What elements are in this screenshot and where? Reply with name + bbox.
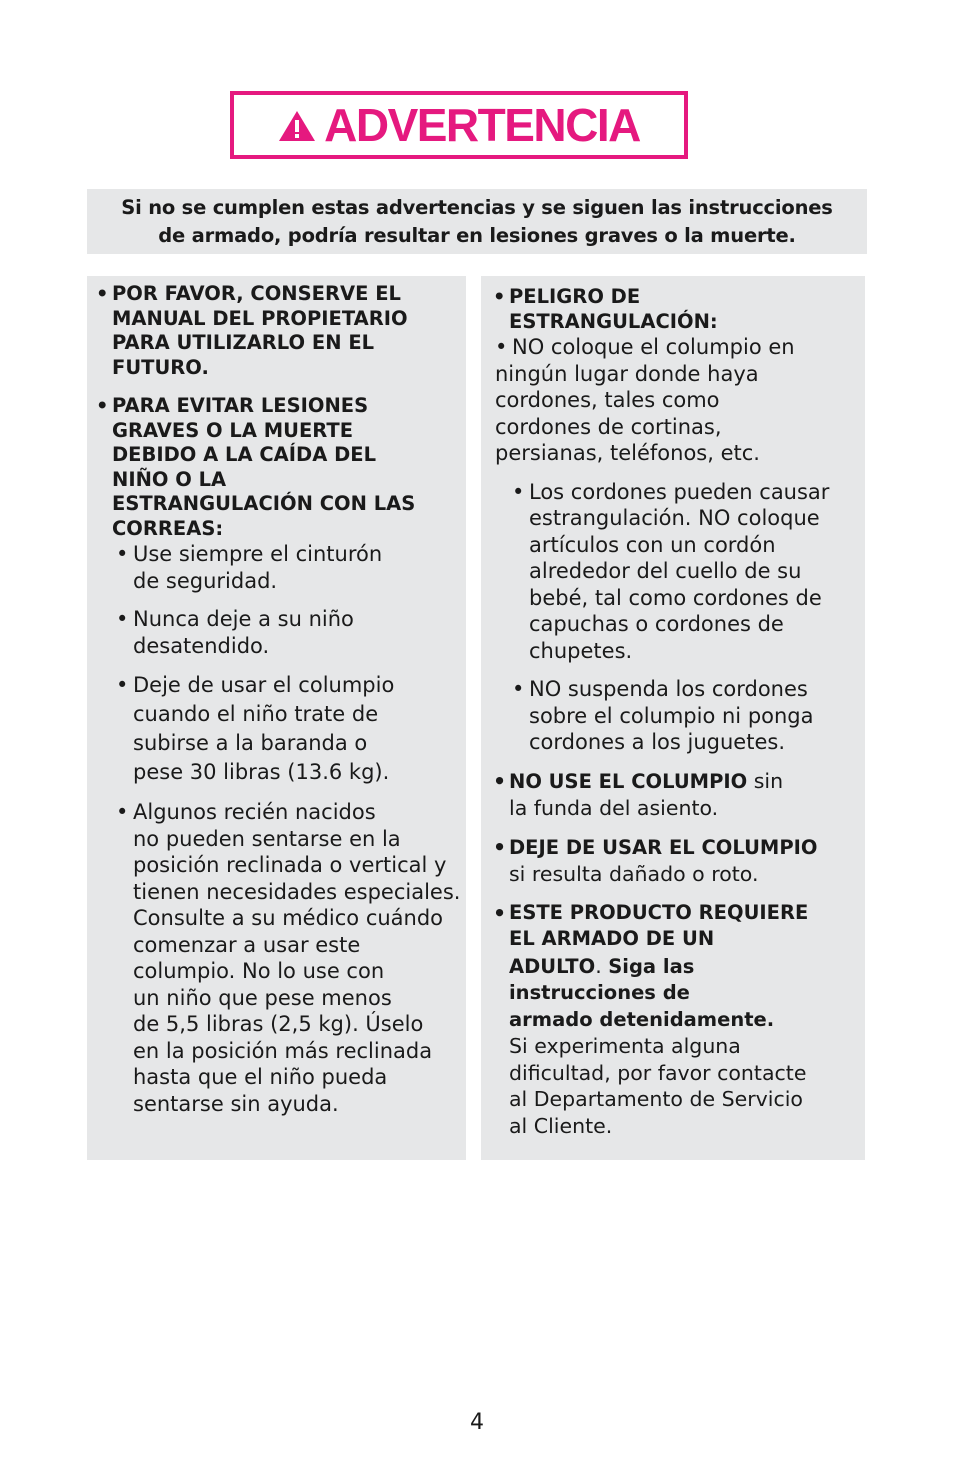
item-line: Los cordones pueden causar bbox=[529, 479, 830, 504]
item-line: GRAVES O LA MUERTE bbox=[112, 418, 354, 442]
item-line: columpio. No lo use con bbox=[133, 959, 385, 983]
bullet: • bbox=[495, 335, 508, 359]
item-line: posición reclinada o vertical y bbox=[133, 853, 447, 877]
item-line: CORREAS: bbox=[112, 516, 224, 540]
item-line: un niño que pese menos bbox=[133, 985, 392, 1010]
sub-item bbox=[512, 479, 865, 665]
item-line: si resulta dañado o roto. bbox=[509, 862, 759, 886]
intro-line: Si no se cumplen estas advertencias y se siguen las instrucciones bbox=[121, 196, 833, 219]
left-column bbox=[87, 276, 466, 1160]
item-line: EL ARMADO DE UN bbox=[509, 927, 715, 950]
item-line: cordones a los juguetes. bbox=[529, 730, 785, 754]
list-item bbox=[493, 834, 865, 888]
item-line: instrucciones de bbox=[509, 981, 690, 1004]
warning-triangle-icon bbox=[278, 109, 316, 143]
item-line: cuando el niño trate de bbox=[133, 702, 379, 726]
sub-item bbox=[495, 334, 865, 467]
item-line: de seguridad. bbox=[133, 568, 278, 593]
item-line: Nunca deje a su niño bbox=[133, 607, 354, 631]
item-line: alrededor del cuello de su bbox=[529, 559, 802, 583]
intro-line: de armado, podría resultar en lesiones graves o la muerte. bbox=[158, 224, 796, 247]
item-line: sentarse sin ayuda. bbox=[133, 1091, 339, 1116]
list-item bbox=[493, 768, 865, 822]
item-line: FUTURO. bbox=[112, 355, 209, 379]
item-line: sobre el columpio ni ponga bbox=[529, 703, 814, 728]
item-line: la funda del asiento. bbox=[509, 796, 719, 820]
emphasis: DEJE DE USAR EL COLUMPIO bbox=[509, 835, 818, 859]
item-line: capuchas o cordones de bbox=[529, 612, 784, 636]
sub-item bbox=[116, 606, 466, 659]
bullet: • bbox=[512, 479, 525, 504]
item-line: dificultad, por favor contacte bbox=[509, 1060, 807, 1085]
item-line: pese 30 libras (13.6 kg). bbox=[133, 760, 390, 784]
emphasis: Siga las bbox=[608, 954, 695, 978]
item-line: al Departamento de Servicio bbox=[509, 1087, 803, 1111]
item-line bbox=[509, 953, 865, 981]
intro-warning bbox=[87, 189, 867, 254]
item-line: NO coloque el columpio en bbox=[512, 335, 795, 359]
list-item bbox=[493, 900, 865, 1140]
item-line: armado detenidamente. bbox=[509, 1007, 775, 1031]
bullet: • bbox=[493, 768, 507, 793]
item-line: no pueden sentarse en la bbox=[133, 826, 401, 851]
item-line: PARA UTILIZARLO EN EL bbox=[112, 331, 375, 354]
bullet: • bbox=[493, 285, 506, 308]
item-line: Consulte a su médico cuándo bbox=[133, 906, 444, 930]
item-line: ningún lugar donde haya bbox=[495, 361, 759, 386]
warning-header bbox=[230, 91, 688, 159]
item-text: sin bbox=[747, 768, 784, 793]
bullet: • bbox=[116, 800, 129, 824]
item-line: al Cliente. bbox=[509, 1113, 613, 1138]
item-line: bebé, tal como cordones de bbox=[529, 585, 822, 610]
bullet: • bbox=[493, 900, 507, 925]
item-line: Use siempre el cinturón bbox=[133, 542, 383, 566]
sub-item bbox=[116, 541, 466, 594]
sub-item bbox=[116, 671, 466, 787]
page-title: ADVERTENCIA bbox=[324, 99, 640, 151]
item-line: comenzar a usar este bbox=[133, 932, 361, 957]
bullet: • bbox=[96, 282, 109, 305]
item-line: NIÑO O LA bbox=[112, 467, 227, 491]
emphasis: NO USE EL COLUMPIO bbox=[509, 769, 748, 793]
list-item bbox=[96, 282, 466, 380]
right-column bbox=[481, 276, 865, 1160]
bullet: • bbox=[493, 834, 507, 859]
bullet: • bbox=[512, 677, 525, 701]
item-text: . bbox=[595, 953, 609, 978]
item-line: cordones, tales como bbox=[495, 388, 720, 412]
emphasis: ADULTO bbox=[509, 954, 596, 978]
list-item bbox=[493, 285, 865, 334]
item-line: tienen necesidades especiales. bbox=[133, 879, 461, 904]
item-line: PARA EVITAR LESIONES bbox=[112, 394, 369, 417]
sub-item bbox=[116, 799, 466, 1117]
list-item bbox=[96, 394, 466, 541]
item-line: POR FAVOR, CONSERVE EL bbox=[112, 282, 401, 305]
item-line: Si experimenta alguna bbox=[509, 1034, 741, 1058]
item-line: hasta que el niño pueda bbox=[133, 1065, 388, 1089]
item-line: ESTRANGULACIÓN CON LAS bbox=[112, 492, 416, 515]
item-line: subirse a la baranda o bbox=[133, 731, 368, 755]
bullet: • bbox=[116, 542, 129, 566]
bullet: • bbox=[116, 607, 129, 631]
sub-item bbox=[512, 676, 865, 756]
item-line: Algunos recién nacidos bbox=[133, 800, 376, 824]
item-line: DEBIDO A LA CAÍDA DEL bbox=[112, 443, 377, 466]
page-number: 4 bbox=[470, 1410, 484, 1435]
item-line: chupetes. bbox=[529, 638, 633, 663]
item-line: de 5,5 libras (2,5 kg). Úselo bbox=[133, 1012, 424, 1036]
item-line: ESTRANGULACIÓN: bbox=[509, 309, 718, 333]
item-line: NO suspenda los cordones bbox=[529, 677, 808, 701]
item-line: ESTE PRODUCTO REQUIERE bbox=[509, 900, 809, 924]
item-line: MANUAL DEL PROPIETARIO bbox=[112, 306, 408, 330]
bullet: • bbox=[96, 394, 109, 417]
item-line bbox=[509, 834, 865, 862]
item-line: estrangulación. NO coloque bbox=[529, 506, 820, 530]
item-line: PELIGRO DE bbox=[509, 285, 641, 308]
item-line: Deje de usar el columpio bbox=[133, 673, 395, 697]
item-line bbox=[509, 768, 865, 796]
bullet: • bbox=[116, 673, 129, 697]
item-line: artículos con un cordón bbox=[529, 532, 776, 557]
item-line: en la posición más reclinada bbox=[133, 1038, 433, 1063]
item-line: desatendido. bbox=[133, 633, 270, 658]
item-line: persianas, teléfonos, etc. bbox=[495, 441, 760, 465]
item-line: cordones de cortinas, bbox=[495, 414, 722, 439]
